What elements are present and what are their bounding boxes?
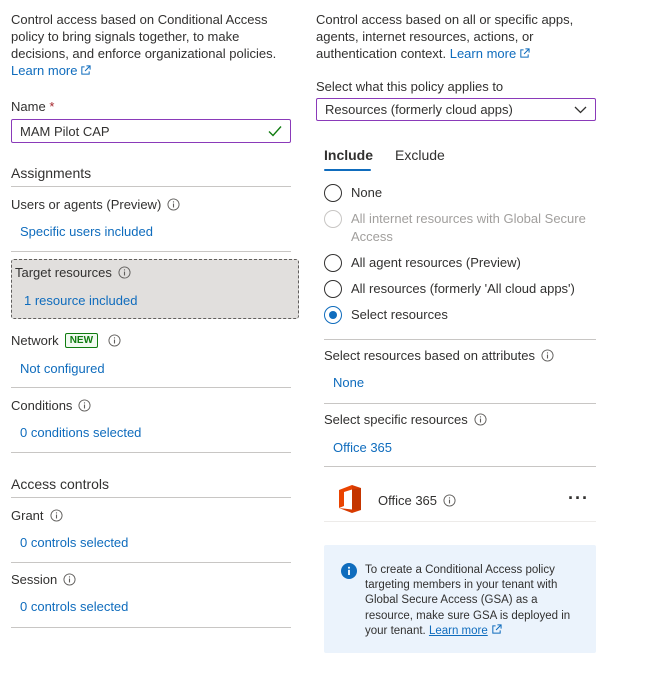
info-icon[interactable]: [443, 494, 456, 507]
radio-all-internet-resources: All internet resources with Global Secure Access: [324, 210, 594, 246]
divider: [11, 562, 291, 563]
specific-resources-label: Select specific resources: [324, 412, 487, 427]
users-label: Users or agents (Preview): [11, 197, 180, 212]
radio-circle[interactable]: [324, 184, 342, 202]
conditions-value-link[interactable]: 0 conditions selected: [20, 425, 142, 440]
radio-circle: [324, 210, 342, 228]
radio-select-resources[interactable]: Select resources: [324, 306, 448, 324]
info-icon[interactable]: [63, 573, 76, 586]
external-link-icon: [519, 48, 530, 59]
info-filled-icon: [341, 563, 357, 579]
right-intro: Control access based on all or specific apps, agents, internet resources, actions, or authentication context. Learn more: [316, 12, 574, 61]
attributes-value-link[interactable]: None: [333, 375, 365, 390]
external-link-icon: [491, 624, 502, 635]
resource-item-label: Office 365: [378, 493, 456, 508]
info-icon[interactable]: [78, 399, 91, 412]
learn-more-link[interactable]: Learn more: [11, 63, 91, 78]
required-indicator: *: [49, 99, 55, 114]
grant-value-link[interactable]: 0 controls selected: [20, 535, 129, 550]
info-message-text: To create a Conditional Access policy targeting members in your tenant with Global Secure Access (GSA) as a resource, make sure GSA is deployed in your tenant. Learn more: [365, 564, 571, 637]
tab-include[interactable]: Include: [324, 147, 374, 163]
info-icon[interactable]: [541, 349, 554, 362]
divider: [324, 466, 596, 467]
radio-all-resources[interactable]: All resources (formerly 'All cloud apps'): [324, 280, 575, 298]
target-label: Target resources: [15, 265, 131, 280]
external-link-icon: [80, 65, 91, 76]
target-value-link[interactable]: 1 resource included: [24, 293, 138, 308]
tab-active-indicator: [324, 169, 371, 171]
divider: [11, 251, 291, 252]
radio-circle-checked[interactable]: [324, 306, 342, 324]
info-icon[interactable]: [167, 198, 180, 211]
name-field-value[interactable]: MAM Pilot CAP: [20, 123, 110, 139]
access-controls-heading: Access controls: [11, 476, 110, 492]
info-icon[interactable]: [474, 413, 487, 426]
divider: [11, 387, 291, 388]
session-label: Session: [11, 572, 76, 587]
conditions-label: Conditions: [11, 398, 91, 413]
applies-dropdown[interactable]: [316, 98, 596, 121]
radio-all-agent-resources[interactable]: All agent resources (Preview): [324, 254, 521, 272]
divider: [11, 627, 291, 628]
new-badge: NEW: [65, 333, 98, 348]
session-value-link[interactable]: 0 controls selected: [20, 599, 129, 614]
applies-dropdown-value: Resources (formerly cloud apps): [325, 102, 513, 117]
divider: [11, 497, 291, 498]
valid-check-icon: [268, 125, 282, 137]
tab-exclude[interactable]: Exclude: [395, 147, 445, 163]
more-options-icon[interactable]: ···: [568, 488, 589, 508]
divider: [324, 339, 596, 340]
radio-none[interactable]: None: [324, 184, 382, 202]
name-label: Name *: [11, 99, 55, 114]
office-365-icon: [337, 484, 362, 514]
assignments-heading: Assignments: [11, 165, 92, 181]
name-field[interactable]: [11, 119, 291, 143]
divider: [11, 452, 291, 453]
chevron-down-icon: [574, 106, 587, 114]
grant-label: Grant: [11, 508, 63, 523]
applies-label: Select what this policy applies to: [316, 79, 504, 94]
learn-more-link[interactable]: Learn more: [450, 46, 530, 61]
info-icon[interactable]: [50, 509, 63, 522]
info-icon[interactable]: [108, 334, 121, 347]
divider: [324, 403, 596, 404]
users-value-link[interactable]: Specific users included: [20, 224, 153, 239]
info-learn-more-link[interactable]: Learn more: [429, 625, 502, 637]
left-intro: Control access based on Conditional Access policy to bring signals together, to make decisions, and enforce organizational policies. Learn more: [11, 12, 277, 78]
network-value-link[interactable]: Not configured: [20, 361, 105, 376]
info-icon[interactable]: [118, 266, 131, 279]
radio-circle[interactable]: [324, 280, 342, 298]
attributes-label: Select resources based on attributes: [324, 348, 554, 363]
network-label: Network NEW: [11, 333, 121, 348]
specific-resources-value-link[interactable]: Office 365: [333, 440, 393, 455]
radio-circle[interactable]: [324, 254, 342, 272]
resource-row[interactable]: [324, 476, 596, 522]
divider: [11, 186, 291, 187]
